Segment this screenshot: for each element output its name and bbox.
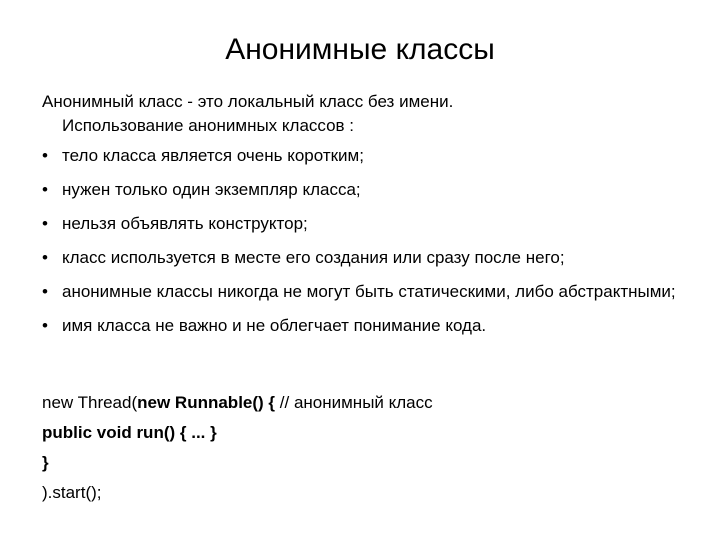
bullet-list	[42, 144, 702, 338]
list-item	[42, 314, 702, 338]
list-item	[42, 246, 702, 270]
bullet-text: имя класса не важно и не облегчает понимание кода.	[62, 316, 487, 335]
list-item	[42, 178, 702, 202]
bullet-text: нельзя объявлять конструктор;	[62, 214, 308, 233]
bullet-icon: •	[42, 214, 48, 233]
list-item	[42, 280, 702, 304]
code-line-2: public void run() { ... }	[42, 423, 217, 442]
bullet-icon: •	[42, 146, 48, 165]
code-line-3: }	[42, 453, 49, 472]
intro-continuation: Использование анонимных классов :	[62, 116, 355, 135]
bullet-text: тело класса является очень коротким;	[62, 146, 364, 165]
bullet-text: анонимные классы никогда не могут быть статическими, либо абстрактными;	[62, 282, 676, 301]
bullet-text: нужен только один экземпляр класса;	[62, 180, 361, 199]
bullet-text: класс используется в месте его создания или сразу после него;	[62, 248, 565, 267]
intro-text: Анонимный класс - это локальный класс без имени.	[42, 92, 454, 111]
list-item	[42, 144, 702, 168]
slide-body	[42, 90, 702, 348]
bullet-icon: •	[42, 316, 48, 335]
slide-title: Анонимные классы	[225, 33, 495, 66]
code-line-1	[42, 388, 702, 418]
code-line-4: ).start();	[42, 483, 102, 502]
code-keyword: new Runnable() {	[137, 393, 276, 412]
bullet-icon: •	[42, 282, 48, 301]
bullet-icon: •	[42, 248, 48, 267]
list-item	[42, 212, 702, 236]
code-text: new Thread(	[42, 393, 138, 412]
code-example	[42, 388, 702, 508]
code-comment: // анонимный класс	[275, 393, 433, 412]
bullet-icon: •	[42, 180, 48, 199]
